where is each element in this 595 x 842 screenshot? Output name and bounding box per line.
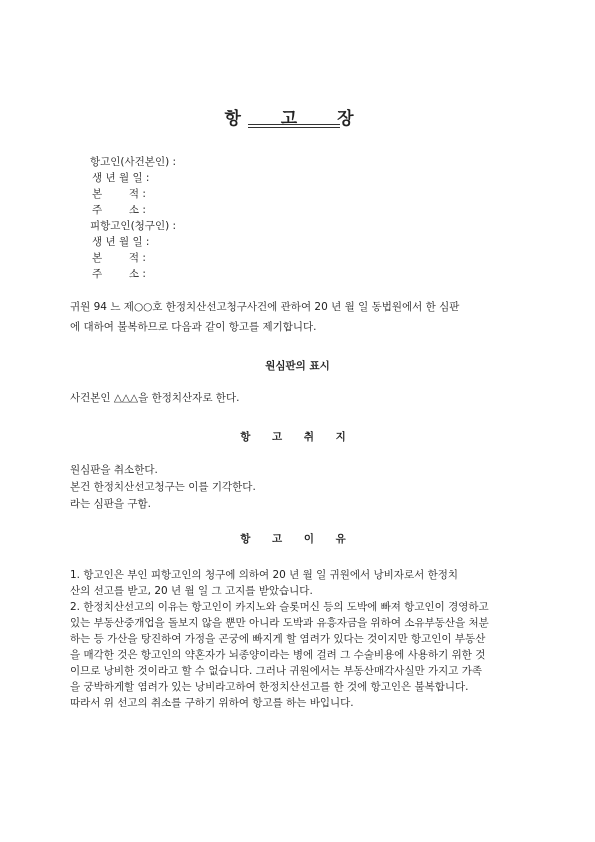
reasons-p2-line-6: 을 궁박하게할 염려가 있는 낭비라고하여 한정치산선고를 한 것에 항고인은 불복합니다. <box>70 681 469 693</box>
purpose-line-2: 본건 한정치산선고청구는 이를 기각한다. <box>70 481 256 493</box>
appellee-address-label: 주 소 : <box>92 268 146 280</box>
reasons-p2-line-1: 2. 한정치산선고의 이유는 항고인이 카지노와 슬롯머신 등의 도박에 빠져 항고인이 경영하고 <box>70 601 489 613</box>
original-decision-body: 사건본인 △△△을 한정치산자로 한다. <box>70 392 240 404</box>
purpose-line-1: 원심판을 취소한다. <box>70 464 158 476</box>
reasons-p2-line-4: 을 매각한 것은 항고인의 약혼자가 뇌종양이라는 병에 걸려 그 수술비용에 사용하기 위한 것 <box>70 649 486 661</box>
appellant-address-label: 주 소 : <box>92 204 146 216</box>
intro-line-2: 에 대하여 불복하므로 다음과 같이 항고를 제기합니다. <box>70 321 317 333</box>
reasons-p2-line-5: 이므로 낭비한 것이라고 할 수 없습니다. 그러나 귀원에서는 부동산매각사실만 가지고 가족 <box>70 665 483 677</box>
purpose-heading: 항 고 취 지 <box>240 431 355 443</box>
title-underline-second <box>248 127 340 128</box>
purpose-line-3: 라는 심판을 구함. <box>70 498 152 510</box>
title-underline <box>248 124 340 125</box>
original-decision-heading: 원심판의 표시 <box>265 360 330 372</box>
appellee-birth-label: 생 년 월 일 : <box>92 236 150 248</box>
reasons-p1-line-1: 1. 항고인은 부인 피항고인의 청구에 의하여 20 년 월 일 귀원에서 낭비자로서 한정치 <box>70 569 459 581</box>
reasons-p2-line-3: 하는 등 가산을 탕진하여 가정을 곤궁에 빠지게 할 염려가 있다는 것이지만 항고인이 부동산 <box>70 633 486 645</box>
reasons-p2-line-2: 있는 부동산중개업을 돌보지 않을 뿐만 아니라 도박과 유흥자금을 위하여 소유부동산을 처분 <box>70 617 489 629</box>
intro-line-1: 귀원 94 느 제○○호 한정치산선고청구사건에 관하여 20 년 월 일 동법원에서 한 심판 <box>70 301 460 313</box>
appellee-header: 피항고인(청구인) : <box>90 220 177 232</box>
reasons-heading: 항 고 이 유 <box>240 533 355 545</box>
document-title: 항 고 장 <box>224 109 371 129</box>
appellant-registry-label: 본 적 : <box>92 188 146 200</box>
reasons-conclusion: 따라서 위 선고의 취소를 구하기 위하여 항고를 하는 바입니다. <box>70 697 354 709</box>
reasons-p1-line-2: 산의 선고를 받고, 20 년 월 일 그 고지를 받았습니다. <box>70 585 313 597</box>
appellee-registry-label: 본 적 : <box>92 252 146 264</box>
appellant-header: 항고인(사건본인) : <box>90 156 177 168</box>
appellant-birth-label: 생 년 월 일 : <box>92 172 150 184</box>
